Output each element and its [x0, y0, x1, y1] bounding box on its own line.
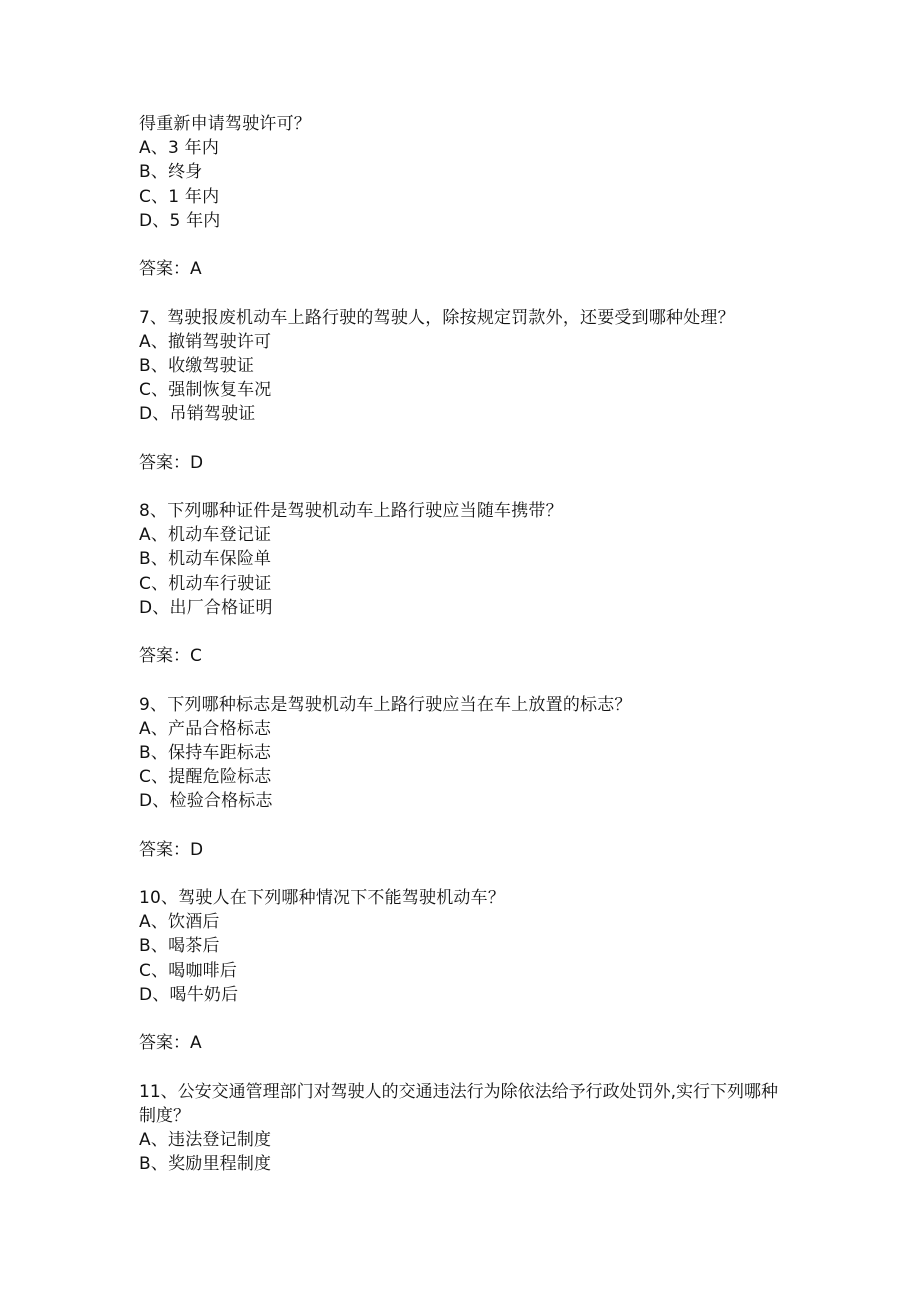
option-d: D、出厂合格证明 [139, 597, 273, 618]
option-b: B、机动车保险单 [139, 549, 272, 570]
option-d: D、5 年内 [139, 210, 221, 231]
option-c: C、机动车行驶证 [139, 573, 272, 594]
spacer [139, 813, 789, 837]
option-d: D、吊销驾驶证 [139, 404, 256, 425]
spacer [139, 475, 789, 499]
question-text: 8、下列哪种证件是驾驶机动车上路行驶应当随车携带？ [139, 501, 563, 521]
question-text: 7、驾驶报废机动车上路行驶的驾驶人，除按规定罚款外，还要受到哪种处理？ [139, 307, 735, 328]
option-d: D、检验合格标志 [139, 791, 273, 812]
spacer [139, 620, 789, 644]
answer-line: 答案：C [139, 646, 202, 667]
question-text: 9、下列哪种标志是驾驶机动车上路行驶应当在车上放置的标志？ [139, 694, 632, 715]
option-a: A、违法登记制度 [139, 1129, 272, 1150]
spacer [139, 281, 789, 305]
option-a: A、饮酒后 [139, 912, 220, 933]
option-b: B、喝茶后 [139, 936, 220, 957]
question-text-continued: 得重新申请驾驶许可？ [139, 114, 311, 134]
spacer [139, 426, 789, 450]
spacer [139, 862, 789, 886]
option-c: C、喝咖啡后 [139, 960, 238, 981]
option-b: B、终身 [139, 162, 203, 183]
option-a: A、产品合格标志 [139, 718, 272, 739]
spacer [139, 233, 789, 257]
option-a: A、撤销驾驶许可 [139, 331, 272, 352]
spacer [139, 1055, 789, 1079]
question-text: 11、公安交通管理部门对驾驶人的交通违法行为除依法给予行政处罚外,实行下列哪种制度？ [139, 1081, 779, 1126]
option-b: B、保持车距标志 [139, 742, 272, 763]
option-a: A、机动车登记证 [139, 525, 272, 546]
answer-line: 答案：D [139, 452, 204, 473]
document-content [139, 112, 789, 1176]
option-a: A、3 年内 [139, 138, 220, 159]
spacer [139, 1007, 789, 1031]
option-c: C、强制恢复车况 [139, 380, 272, 401]
answer-line: 答案：A [139, 259, 202, 280]
spacer [139, 668, 789, 692]
option-b: B、收缴驾驶证 [139, 355, 255, 376]
option-c: C、1 年内 [139, 186, 220, 207]
answer-line: 答案：A [139, 1033, 202, 1054]
option-b: B、奖励里程制度 [139, 1154, 272, 1175]
option-d: D、喝牛奶后 [139, 984, 239, 1005]
question-text: 10、驾驶人在下列哪种情况下不能驾驶机动车？ [139, 888, 506, 908]
answer-line: 答案：D [139, 839, 204, 860]
option-c: C、提醒危险标志 [139, 767, 272, 788]
